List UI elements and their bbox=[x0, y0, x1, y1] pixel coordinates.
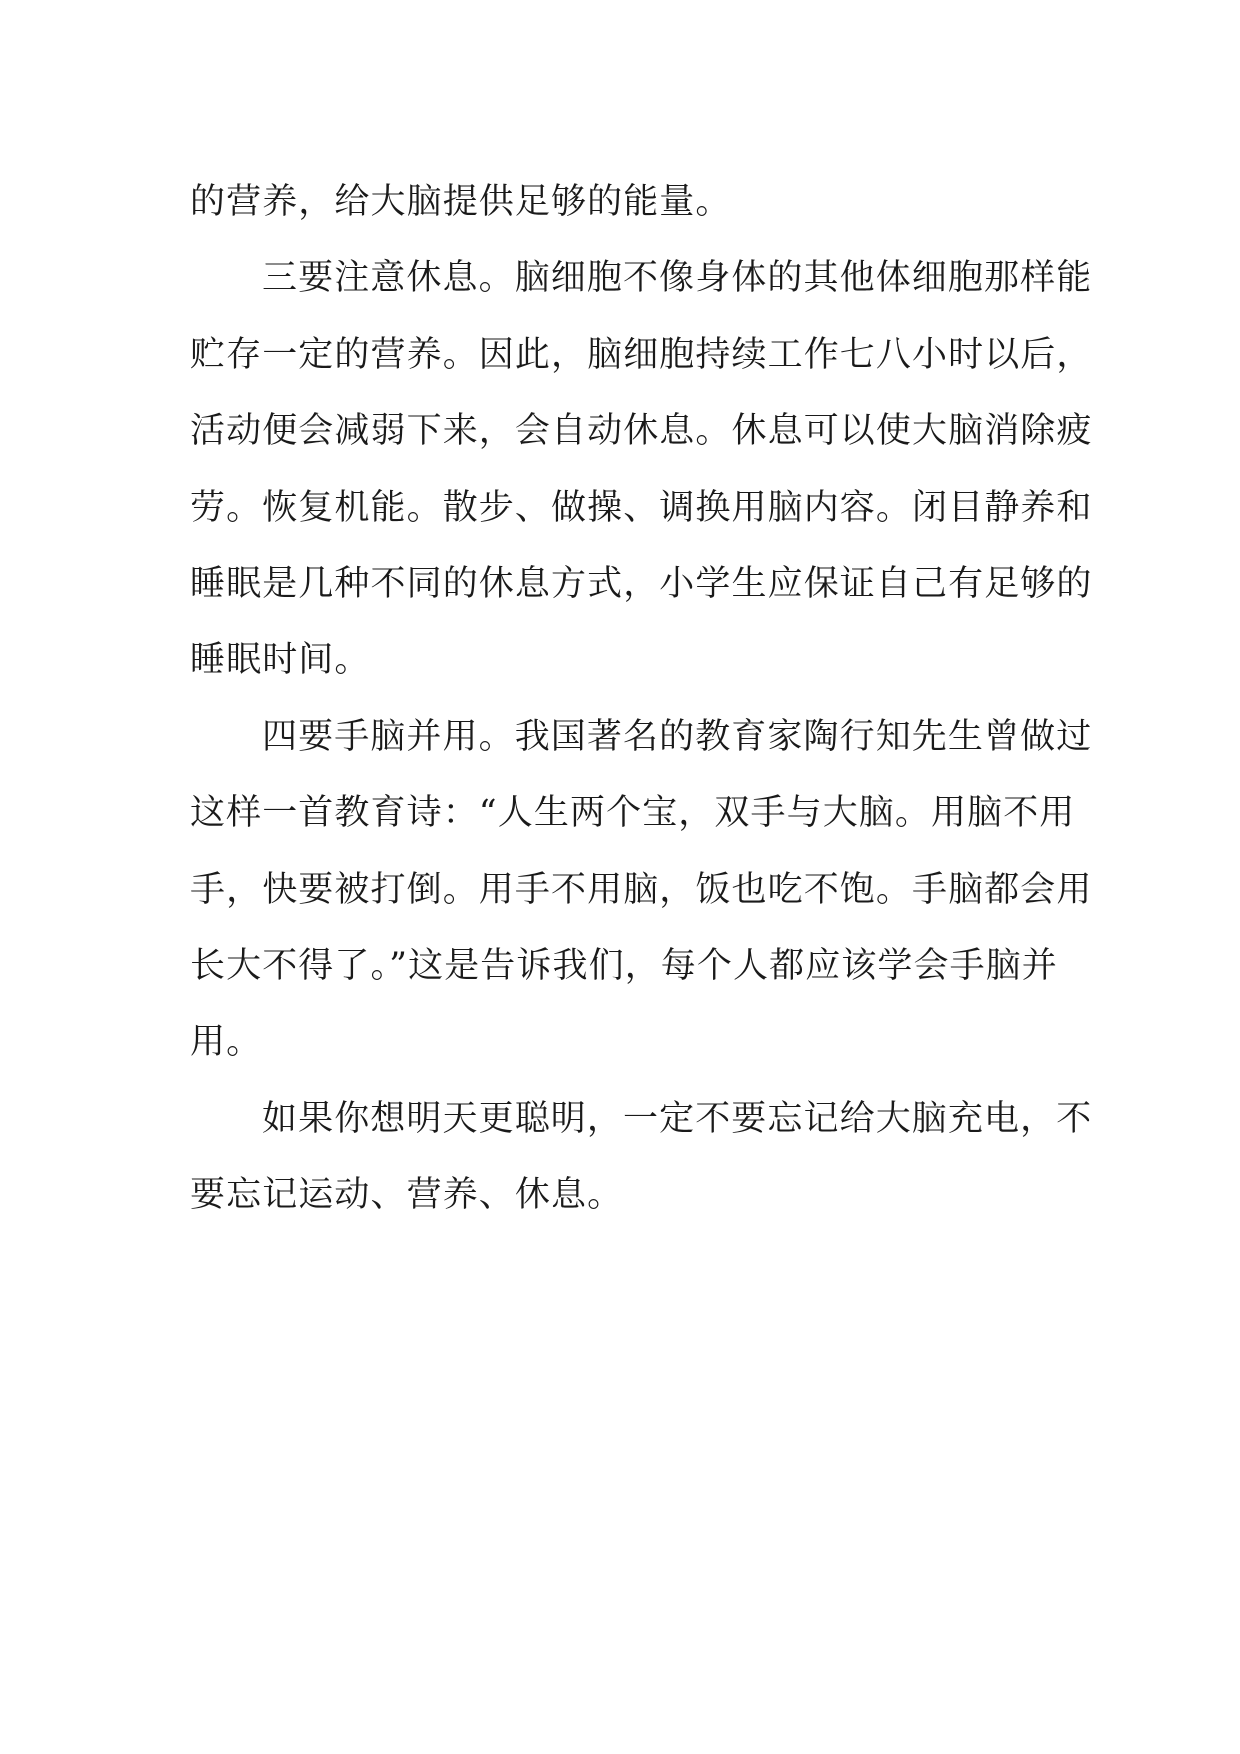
document-body bbox=[190, 164, 1093, 1233]
text-line: 睡眠时间。 bbox=[190, 640, 371, 681]
text-line: 这样一首教育诗：“人生两个宝，双手与大脑。用脑不用 bbox=[190, 793, 1076, 834]
text-line: 的营养，给大脑提供足够的能量。 bbox=[190, 182, 732, 222]
text-line: 活动便会减弱下来，会自动休息。休息可以使大脑消除疲 bbox=[190, 411, 1093, 452]
text-line: 用。 bbox=[190, 1022, 263, 1063]
text-line: 贮存一定的营养。因此，脑细胞持续工作七八小时以后， bbox=[190, 334, 1093, 375]
text-line: 要忘记运动、营养、休息。 bbox=[190, 1175, 624, 1216]
text-line: 长大不得了。”这是告诉我们，每个人都应该学会手脑并 bbox=[190, 945, 1058, 986]
text-line: 四要手脑并用。我国著名的教育家陶行知先生曾做过 bbox=[262, 716, 1093, 757]
text-line: 如果你想明天更聪明，一定不要忘记给大脑充电，不 bbox=[262, 1098, 1093, 1139]
text-line: 三要注意休息。脑细胞不像身体的其他体细胞那样能 bbox=[262, 258, 1093, 299]
text-line: 劳。恢复机能。散步、做操、调换用脑内容。闭目静养和 bbox=[190, 487, 1093, 528]
text-line: 手，快要被打倒。用手不用脑，饭也吃不饱。手脑都会用 bbox=[190, 869, 1093, 910]
text-line: 睡眠是几种不同的休息方式，小学生应保证自己有足够的 bbox=[190, 563, 1093, 604]
